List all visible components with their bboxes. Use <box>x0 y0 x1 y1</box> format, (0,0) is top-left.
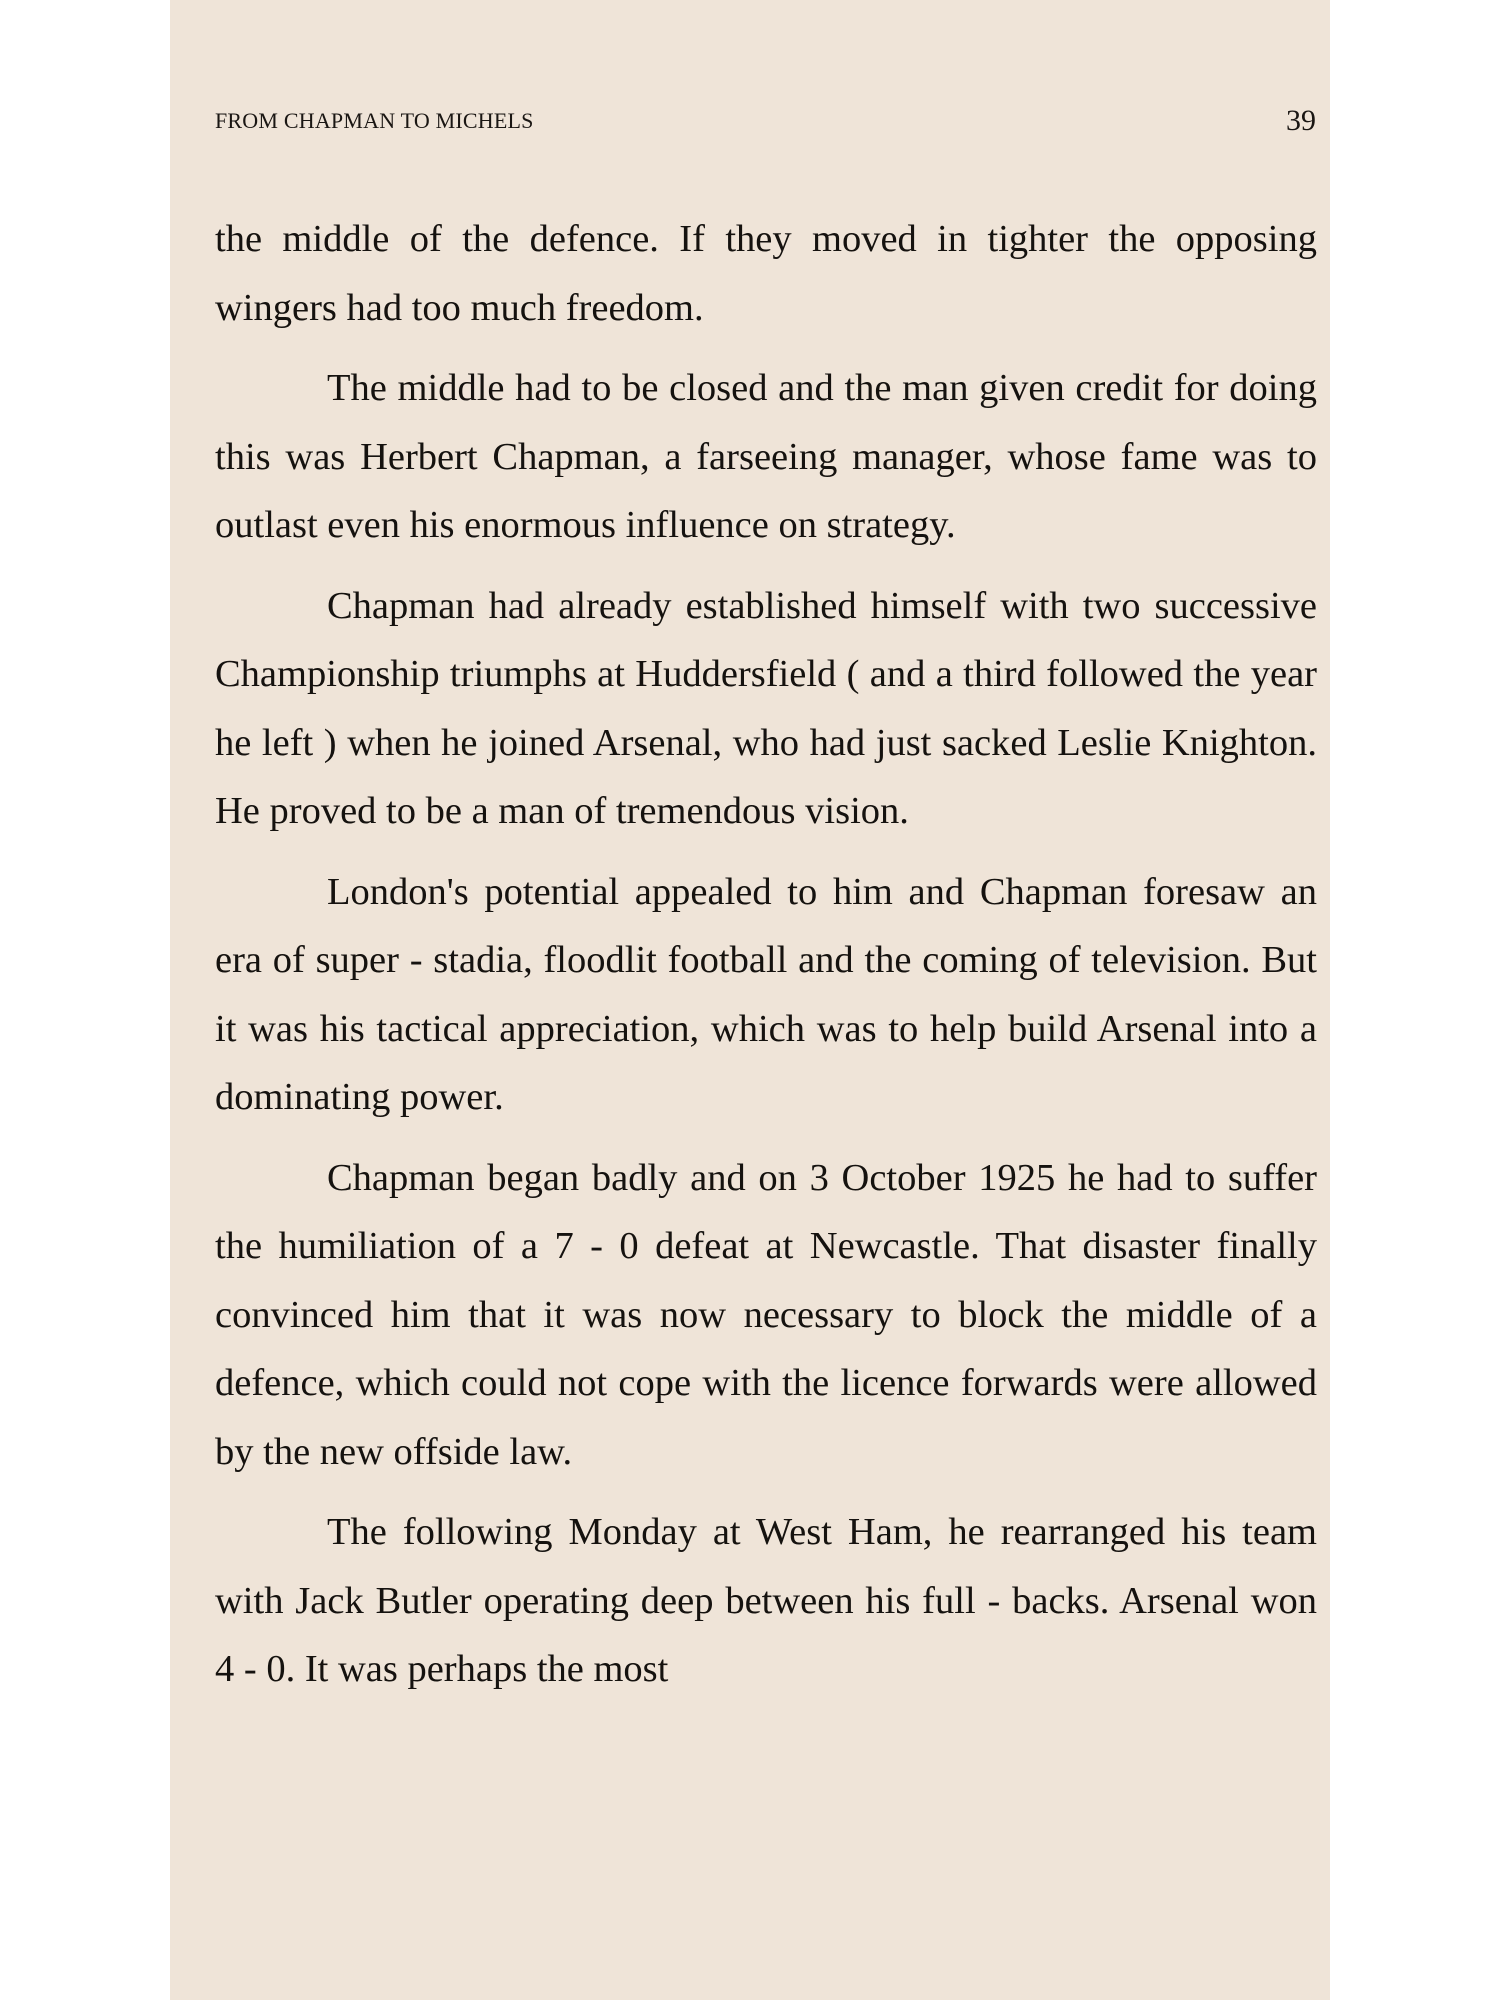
paragraph-chapman-credit: The middle had to be closed and the man given credit for doing this was Herbert Chapman, a farseeing manager, whose fame was to outlast even his enormous influence on strategy. <box>215 367 1317 546</box>
body-text <box>215 205 1317 1704</box>
page-number: 39 <box>1286 104 1316 137</box>
book-page <box>170 0 1330 2000</box>
paragraph-west-ham: The following Monday at West Ham, he rearranged his team with Jack Butler operating deep between his full - backs. Arsenal won 4 - 0. It was perhaps the most <box>215 1511 1317 1690</box>
paragraph-huddersfield: Chapman had already established himself with two successive Championship triumphs at Huddersfield ( and a third followed the year he left ) when he joined Arsenal, who had just sacked Leslie Knighton. He proved to be a man of tremendous vision. <box>215 584 1317 832</box>
paragraph-continued: the middle of the defence. If they moved in tighter the opposing wingers had too much freedom. <box>215 218 1317 329</box>
paragraph-london-potential: London's potential appealed to him and Chapman foresaw an era of super - stadia, floodlit football and the coming of television. But it was his tactical appreciation, which was to help build Arsenal into a dominating power. <box>215 870 1317 1118</box>
running-head: FROM CHAPMAN TO MICHELS <box>215 108 534 133</box>
page-header <box>215 104 1316 138</box>
paragraph-newcastle-defeat: Chapman began badly and on 3 October 1925 he had to suffer the humiliation of a 7 - 0 defeat at Newcastle. That disaster finally convinced him that it was now necessary to block the middle of a defence, which could not cope with the licence forwards were allowed by the new offside law. <box>215 1156 1317 1473</box>
